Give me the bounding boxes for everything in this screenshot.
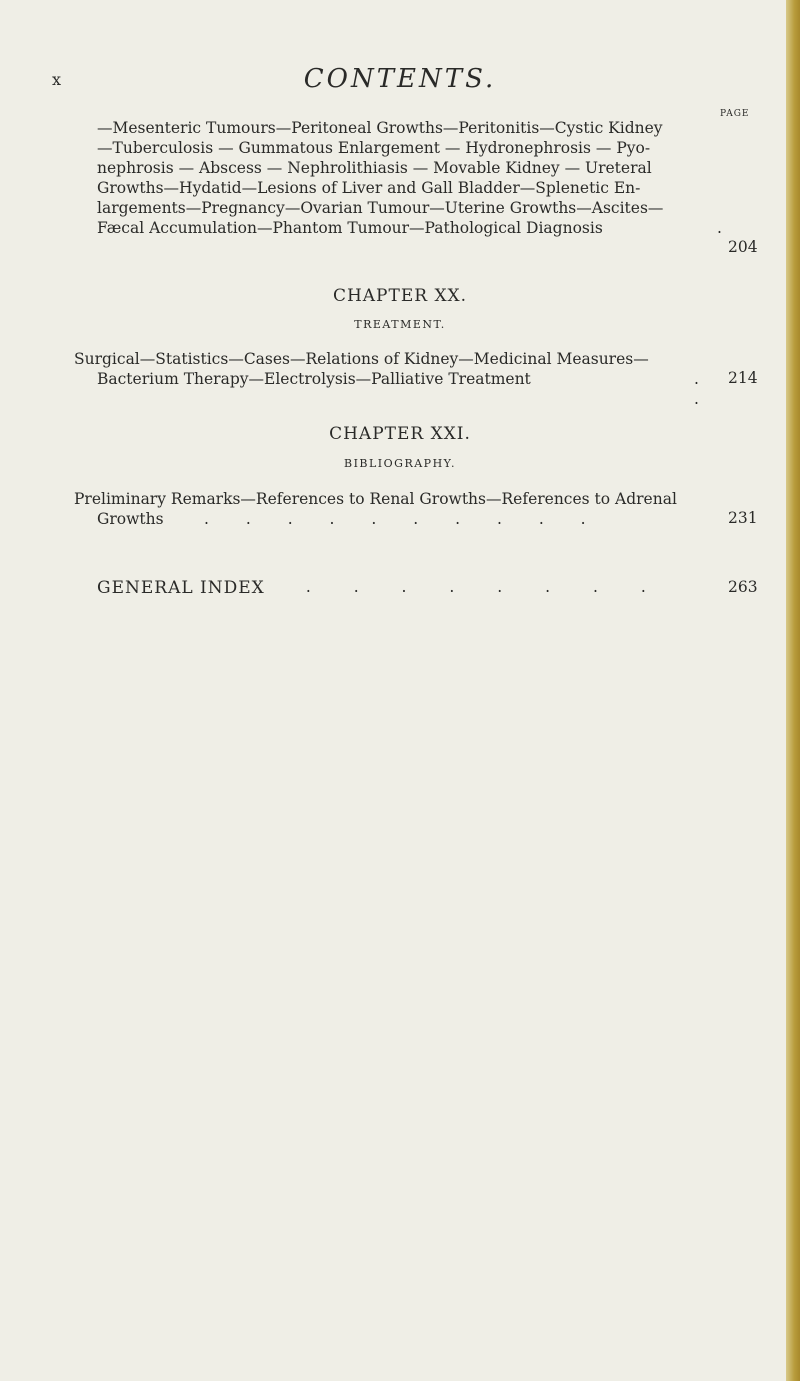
toc-line: Surgical—Statistics—Cases—Relations of Kidney—Medicinal Measures— (74, 350, 649, 368)
running-title: CONTENTS. (303, 64, 497, 94)
chapter-subtitle: TREATMENT. (354, 318, 446, 331)
toc-entry (74, 349, 704, 408)
toc-entry-continued (97, 118, 722, 238)
chapter-heading: CHAPTER XXI. (329, 424, 471, 444)
toc-line: —Tuberculosis — Gummatous Enlargement — Hydronephrosis — Pyo- (97, 139, 651, 157)
toc-line: Bacterium Therapy—Electrolysis—Palliative Treatment . . (74, 369, 704, 389)
page-column-label: PAGE (720, 109, 750, 119)
toc-page-number: 263 (728, 578, 758, 596)
toc-page-number: 231 (728, 509, 758, 527)
toc-line: nephrosis — Abscess — Nephrolithiasis — Movable Kidney — Ureteral (97, 159, 652, 177)
chapter-subtitle: BIBLIOGRAPHY. (343, 457, 457, 470)
toc-line: —Mesenteric Tumours—Peritoneal Growths—Peritonitis—Cystic Kidney (97, 119, 663, 137)
toc-line: Fæcal Accumulation—Phantom Tumour—Pathological Diagnosis . (97, 219, 722, 237)
dot-leader: . (717, 219, 722, 237)
dot-leader: . . . . . . . . . (258, 578, 646, 596)
page-edge-shadow (786, 0, 800, 1381)
toc-line: largements—Pregnancy—Ovarian Tumour—Uterine Growths—Ascites— (97, 199, 664, 217)
toc-page-number: 204 (728, 238, 758, 256)
page-number: x (52, 70, 62, 89)
dot-leader: . . . . . . . . . . (204, 510, 586, 528)
toc-line: Growths . . . . . . . . . . (97, 510, 586, 528)
dot-leader: . . (694, 370, 699, 408)
general-index-label: GENERAL INDEX (97, 578, 265, 598)
chapter-heading: CHAPTER XX. (332, 286, 468, 306)
toc-line: Growths—Hydatid—Lesions of Liver and Gall Bladder—Splenetic En- (97, 179, 641, 197)
toc-line: Preliminary Remarks—References to Renal Growths—References to Adrenal (74, 490, 677, 508)
toc-page-number: 214 (728, 369, 758, 387)
toc-entry (74, 489, 724, 529)
